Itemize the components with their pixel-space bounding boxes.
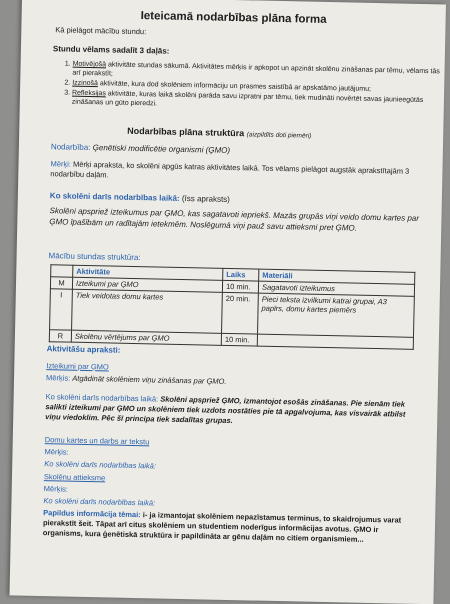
topic-line: Nodarbība: Ģenētiski modificētie organismi (ĢMO)	[50, 142, 231, 155]
row-time: 20 min.	[222, 292, 259, 334]
document-page	[9, 0, 445, 604]
row-materials	[257, 334, 413, 349]
document-title: Ieteicamā nodarbības plāna forma	[140, 10, 327, 26]
activities-heading: Aktivitāšu apraksti:	[46, 344, 121, 355]
structure-heading: Nodarbības plāna struktūra (aizpildīts doti piemēri)	[127, 125, 312, 140]
row-activity: Izteikumi par ĢMO	[72, 277, 222, 292]
activity-2-do-label: Ko skolēni darīs nodarbības laikā:	[44, 459, 157, 471]
activity-3-goal-label: Mērķis:	[43, 484, 68, 494]
row-activity: Tiek veidotas domu kartes	[72, 289, 223, 333]
row-code: R	[49, 330, 71, 342]
goals-heading: Stundu vēlams sadalīt 3 daļās:	[52, 44, 170, 56]
students-do-line: Ko skolēni darīs nodarbības laikā: (īss apraksts)	[49, 191, 230, 204]
activity-3-do-label: Ko skolēni darīs nodarbības laikā:	[43, 496, 156, 508]
list-item: 3. Refleksijas aktivitāte, kuras laikā skolēni parāda savu izpratni par tēmu, tiek mudināti novērtēt savas jaunieegūtās zināšanas un gūto pieredzi.	[72, 89, 442, 115]
extra-info-paragraph: Papildus informācija tēmai: i- ja izmantojat skolēniem nepazīstamus terminus, to skaidrojumus varat pierakstīt šeit. Tāpat arī citus skolēniem un studentiem noderīgus informācijas avotus. ĢMO ir organisms, kura ģenētiskā struktūra ir papildināta ar gēnu daļām no citiem organismiem...	[42, 508, 402, 545]
activity-2-goal-label: Mērķis:	[44, 447, 69, 457]
table-header-cell	[51, 265, 73, 277]
row-materials: Pieci teksta izvilkumi katrai grupai, A3 papīrs, domu kartes piemērs	[258, 293, 415, 337]
row-code: I	[50, 289, 73, 330]
row-code: M	[50, 277, 72, 289]
lesson-parts-list	[58, 59, 443, 116]
table-header-cell: Laiks	[223, 268, 259, 281]
students-do-paragraph: Skolēni apspriež izteikumus par ĢMO, kas sagatavoti iepriekš. Mazās grupās viņi veido domu kartes par ĢMO īpašībām un radītajām ietekmēm. Noslēgumā viņi pauž savu attieksmi pret ĢMO.	[49, 206, 420, 233]
activity-1-description: Ko skolēni darīs nodarbības laikā: Skolēni apspriež ĢMO, izmantojot esošās zināšanas. Pie sienām tiek salikti izteikumi par ĢMO un skolēniem tiek uzdots nostāties pie tā apgalvojuma, kas visvairāk atbilst viņu viedoklim. Pēc šī principa tiek sadalītas grupas.	[45, 392, 406, 426]
intro-text: Kā pielāgot mācību stundu:	[55, 25, 147, 37]
lesson-structure-label: Mācību stundas struktūra:	[48, 251, 141, 263]
activity-2-title: Domu kartes un darbs ar tekstu	[44, 435, 150, 447]
list-item: 1. Motivējošā aktivitāte stundas sākumā. Aktivitātes mērķis ir apkopot un apzināt skolēnu zināšanas par tēmu, vēlams tās arī pierakstīt;	[72, 60, 442, 86]
lesson-structure-table	[49, 264, 416, 350]
goals-paragraph: Mērķi: Mērķi apraksta, ko skolēni apgūs katras aktivitātes laikā. Tos vēlams pielāgot augstāk aprakstītajām 3 nodarbību daļām.	[50, 159, 410, 180]
row-activity: Skolēnu vērtējums par ĢMO	[71, 330, 221, 345]
activity-1-goal: Mērķis: Atgādināt skolēniem viņu zināšanas par ĢMO.	[45, 373, 227, 386]
row-time: 10 min.	[222, 280, 258, 293]
row-materials: Sagatavoti izteikumus	[258, 281, 414, 296]
activity-1-title: Izteikumi par ĢMO	[46, 361, 109, 372]
table-header-cell: Materiāli	[259, 269, 415, 284]
table-header-cell: Aktivitāte	[73, 265, 223, 280]
row-time: 10 min.	[221, 333, 257, 346]
activity-3-title: Skolēnu attieksme	[43, 472, 106, 483]
list-item: 2. Izzinošā aktivitāte, kura dod skolēniem informāciju un prasmes saistībā ar apskatāmo jautājumu;	[72, 79, 442, 96]
